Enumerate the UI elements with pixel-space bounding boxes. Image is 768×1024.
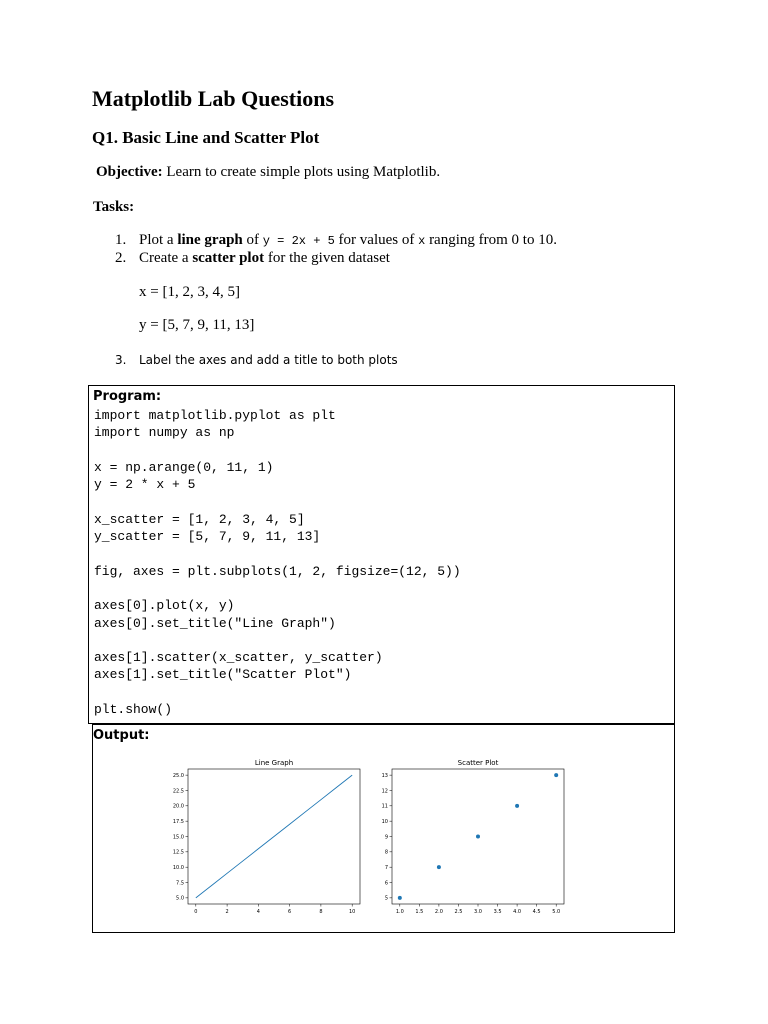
task-text: Label the axes and add a title to both plots	[139, 353, 398, 367]
task-text-prefix: Create a	[139, 250, 193, 266]
code-line: plt.show()	[94, 702, 173, 718]
scatter-point	[398, 896, 402, 900]
y-tick-label: 20.0	[172, 803, 184, 810]
y-tick-label: 7.5	[176, 880, 184, 887]
dataset-y: y = [5, 7, 9, 11, 13]	[139, 317, 255, 333]
y-tick-label: 8	[384, 849, 388, 856]
y-tick-label: 12.5	[172, 849, 184, 856]
x-tick-label: 4.5	[532, 909, 541, 915]
y-tick-label: 10	[381, 818, 388, 825]
code-line: import numpy as np	[94, 425, 235, 441]
y-tick-label: 5	[384, 895, 388, 902]
task-inline-code: y = 2x + 5	[262, 234, 335, 248]
x-tick-label: 8	[319, 909, 323, 915]
y-tick-label: 7	[384, 864, 388, 871]
code-block	[94, 407, 461, 718]
y-tick-label: 11	[381, 803, 388, 810]
code-line: axes[1].scatter(x_scatter, y_scatter)	[94, 650, 383, 666]
program-box	[88, 385, 675, 724]
tasks-label: Tasks:	[93, 199, 135, 215]
x-tick-label: 0	[194, 909, 198, 915]
task-inline-code-x: x	[418, 234, 426, 248]
task-text-suffix: for the given dataset	[264, 250, 390, 266]
task-text-bold: line graph	[177, 232, 243, 248]
y-tick-label: 15.0	[172, 834, 184, 841]
objective-line	[96, 164, 440, 181]
y-tick-label: 10.0	[172, 864, 184, 871]
y-tick-label: 5.0	[176, 895, 184, 902]
dataset-x: x = [1, 2, 3, 4, 5]	[139, 284, 240, 300]
objective-label: Objective:	[96, 164, 163, 180]
code-line: axes[0].set_title("Line Graph")	[94, 615, 336, 631]
x-tick-label: 2.5	[454, 909, 463, 915]
code-line: y_scatter = [5, 7, 9, 11, 13]	[94, 529, 321, 545]
task-text-suffix: ranging from 0 to 10.	[425, 232, 557, 248]
task-text-prefix: Plot a	[139, 232, 178, 248]
x-tick-label: 3.5	[493, 909, 502, 915]
output-label: Output:	[93, 728, 150, 743]
code-line: x = np.arange(0, 11, 1)	[94, 459, 274, 475]
x-tick-label: 4.0	[513, 909, 522, 915]
y-tick-label: 17.5	[172, 818, 184, 825]
x-tick-label: 2.0	[434, 909, 443, 915]
x-tick-label: 1.5	[415, 909, 424, 915]
scatter-plot-chart	[382, 759, 564, 915]
output-figure	[163, 750, 609, 928]
y-tick-label: 25.0	[172, 772, 184, 779]
code-line: axes[1].set_title("Scatter Plot")	[94, 667, 352, 683]
x-tick-label: 4	[256, 909, 260, 915]
x-tick-label: 6	[288, 909, 292, 915]
scatter-point	[554, 773, 558, 777]
scatter-point	[476, 835, 480, 839]
task-number: 1.	[115, 232, 127, 248]
x-tick-label: 10	[348, 909, 356, 915]
y-tick-label: 6	[384, 880, 388, 887]
task-text	[139, 232, 557, 249]
scatter-point	[515, 804, 519, 808]
code-line: y = 2 * x + 5	[94, 477, 196, 493]
line-series	[196, 775, 352, 898]
code-line: axes[0].plot(x, y)	[94, 598, 235, 614]
task-number: 2.	[115, 250, 127, 266]
task-text	[139, 250, 390, 267]
x-tick-label: 5.0	[552, 909, 561, 915]
code-line: x_scatter = [1, 2, 3, 4, 5]	[94, 511, 305, 527]
task-number: 3.	[115, 353, 127, 367]
x-tick-label: 3.0	[474, 909, 482, 915]
code-line: fig, axes = plt.subplots(1, 2, figsize=(12, 5))	[94, 563, 461, 579]
task-text-mid: of	[242, 232, 263, 248]
y-tick-label: 9	[384, 834, 388, 841]
chart-title: Scatter Plot	[457, 759, 499, 767]
y-tick-label: 13	[381, 772, 388, 779]
x-tick-label: 2	[225, 909, 229, 915]
x-tick-label: 1.0	[395, 909, 404, 915]
task-text-mid2: for values of	[334, 232, 419, 248]
document-title: Matplotlib Lab Questions	[92, 86, 335, 111]
objective-text: Learn to create simple plots using Matplotlib.	[162, 164, 441, 180]
y-tick-label: 12	[381, 788, 388, 795]
code-line: import matplotlib.pyplot as plt	[94, 408, 336, 423]
question-heading: Q1. Basic Line and Scatter Plot	[92, 128, 320, 147]
y-tick-label: 22.5	[172, 788, 184, 795]
program-label: Program:	[93, 389, 162, 404]
task-text-bold: scatter plot	[192, 250, 265, 266]
line-graph-chart	[173, 759, 360, 915]
chart-title: Line Graph	[254, 759, 294, 767]
scatter-point	[437, 865, 441, 869]
